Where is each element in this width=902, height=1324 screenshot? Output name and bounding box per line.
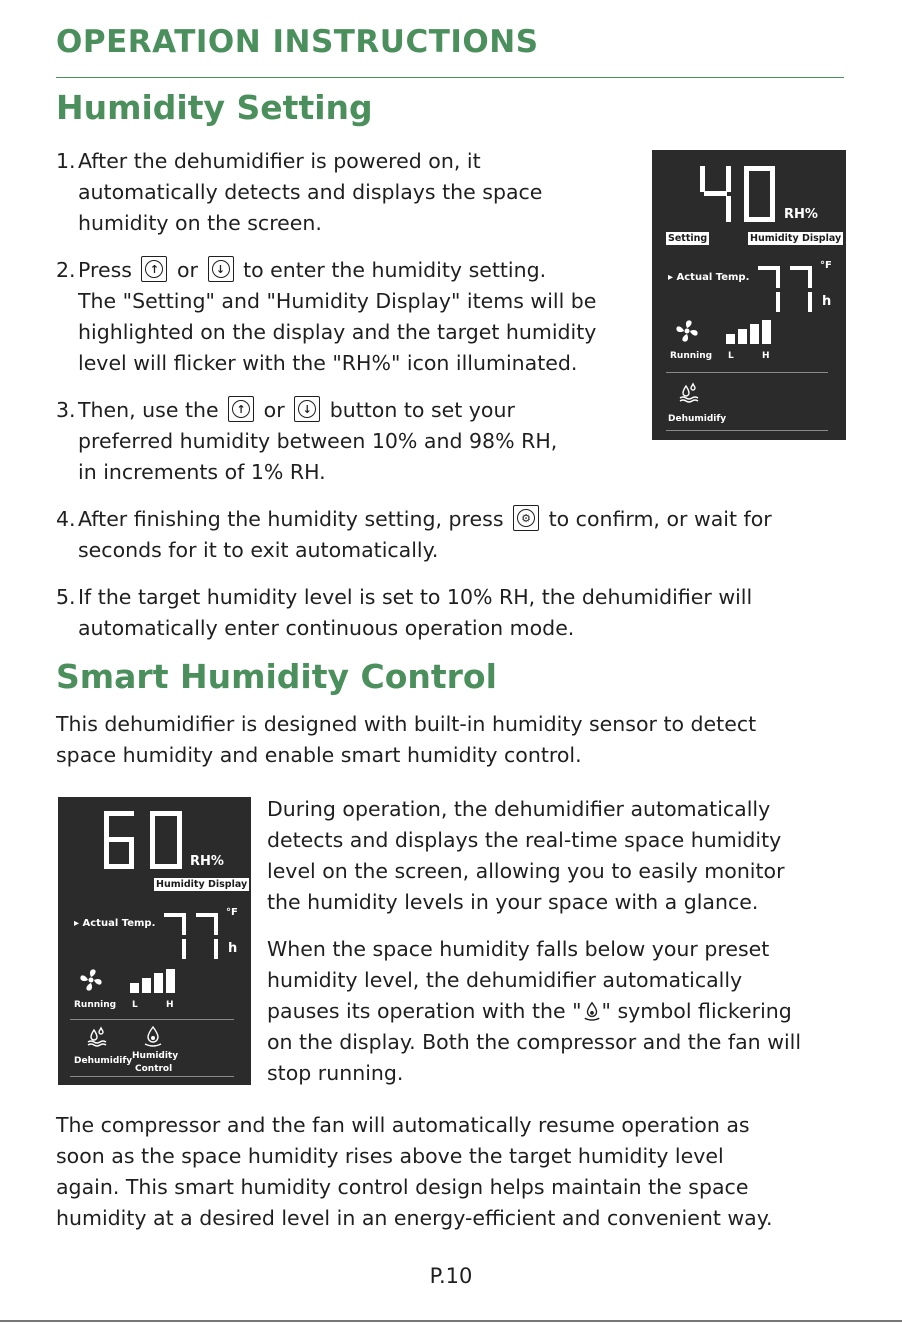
hour-unit: h	[228, 941, 238, 956]
panel-divider	[70, 1019, 234, 1020]
section-title-smart-humidity-control: Smart Humidity Control	[56, 657, 497, 696]
rh-unit: RH%	[784, 207, 818, 222]
humidity-digits	[102, 809, 184, 871]
title-divider	[56, 77, 844, 78]
panel-divider	[666, 372, 828, 373]
humidity-display-highlight: Humidity Display	[156, 879, 248, 890]
down-button-icon: ↓	[294, 396, 320, 422]
page-number: P.10	[429, 1264, 473, 1288]
list-item: 3. Then, use the ↑ or ↓ button to set your preferred humidity between 10% and 98% RH, in increments of 1% RH.	[56, 398, 558, 484]
fan-icon	[674, 318, 700, 344]
display-panel-control	[58, 797, 251, 1085]
operation-paragraph: During operation, the dehumidifier automatically detects and displays the real-time space humidity level on the screen, allowing you to easily monitor the humidity levels in your space with a glance.	[267, 797, 785, 914]
humidity-display-highlight: Humidity Display	[750, 233, 842, 244]
temp-digits	[162, 911, 222, 961]
play-arrow-icon: ▸	[74, 918, 83, 929]
setting-highlight: Setting	[668, 233, 708, 244]
humidity-control-label: Humidity	[132, 1051, 179, 1061]
humidity-control-label: Control	[135, 1064, 173, 1074]
intro-paragraph: This dehumidifier is designed with built-in humidity sensor to detect space humidity and enable smart humidity control.	[56, 712, 757, 767]
fahrenheit-unit: °F	[226, 907, 238, 918]
fan-high-label: H	[166, 1000, 174, 1010]
running-label: Running	[670, 351, 713, 361]
display-panel-setting	[652, 150, 846, 440]
fan-icon	[78, 967, 104, 993]
list-item: 5. If the target humidity level is set to 10% RH, the dehumidifier will automatically enter continuous operation mode.	[56, 585, 753, 640]
rh-unit: RH%	[190, 854, 224, 869]
fan-low-label: L	[728, 351, 734, 361]
fan-high-label: H	[762, 351, 770, 361]
page-title: OPERATION INSTRUCTIONS	[56, 24, 539, 60]
fan-speed-bars-icon	[726, 320, 772, 344]
humidity-control-icon	[142, 1025, 164, 1047]
running-label: Running	[74, 1000, 117, 1010]
panel-divider	[70, 1076, 234, 1077]
fan-speed-bars-icon	[130, 969, 176, 993]
play-arrow-icon: ▸	[668, 272, 677, 283]
dehumidify-icon	[678, 382, 700, 404]
fahrenheit-unit: °F	[820, 260, 832, 271]
dehumidify-label: Dehumidify	[74, 1056, 133, 1066]
resume-paragraph: The compressor and the fan will automatically resume operation as soon as the space humidity rises above the target humidity level again. This smart humidity control design helps maintain the space humidity at a desired level in an energy-efficient and convenient way.	[56, 1113, 773, 1230]
humidity-control-icon	[582, 1001, 602, 1021]
pause-paragraph: When the space humidity falls below your preset humidity level, the dehumidifier automatically pauses its operation with the " " symbol flickering on the display. Both the compressor and the fan will stop running.	[267, 937, 802, 1085]
settings-button-icon: ⚙	[513, 505, 539, 531]
actual-temp-label: ▸ Actual Temp.	[74, 918, 156, 929]
dehumidify-icon	[86, 1026, 108, 1048]
up-button-icon: ↑	[228, 396, 254, 422]
list-item: 2. Press ↑ or ↓ to enter the humidity setting. The "Setting" and "Humidity Display" items will be highlighted on the display and the target humidity level will flicker with the "RH%" icon illuminated.	[56, 258, 597, 375]
panel-divider	[666, 430, 828, 431]
list-item: 4. After finishing the humidity setting, press ⚙ to confirm, or wait for seconds for it to exit automatically.	[56, 507, 772, 562]
actual-temp-label: ▸ Actual Temp.	[668, 272, 750, 283]
section-title-humidity-setting: Humidity Setting	[56, 88, 373, 127]
down-button-icon: ↓	[208, 256, 234, 282]
humidity-digits	[698, 164, 776, 224]
dehumidify-label: Dehumidify	[668, 414, 727, 424]
list-item: 1. After the dehumidifier is powered on, it automatically detects and displays the space humidity on the screen.	[56, 149, 543, 235]
fan-low-label: L	[132, 1000, 138, 1010]
bottom-border	[0, 1320, 902, 1322]
up-button-icon: ↑	[141, 256, 167, 282]
temp-digits	[756, 264, 816, 314]
hour-unit: h	[822, 294, 832, 309]
